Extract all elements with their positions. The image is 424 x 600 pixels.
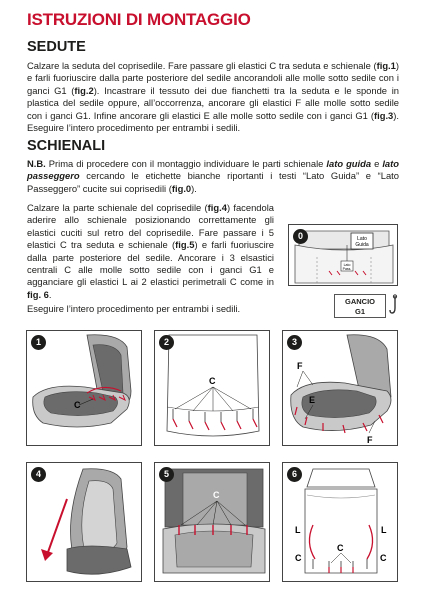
hook-legend-code: G1 [354,307,365,316]
seat-cushion-illustration [27,331,142,446]
elastic-label: C [74,400,81,410]
figure-badge: 4 [31,467,46,482]
elastic-label-l-left: L [295,525,301,535]
elastic-label-c-left: C [295,553,302,563]
seat-back-rear-illustration [283,463,398,582]
figure-2 [154,330,270,446]
figure-1 [26,330,142,446]
seat-side-anchoring-illustration [283,331,398,446]
sedute-paragraph: Calzare la seduta del coprisedile. Fare passare gli elastici C tra seduta e schienale (fig.1) e farli fuoriuscire dalla parte posteriore del sedile ancorandoli alle molle sotto sedile con i ganci G1 (fig.2). Incastrare il tessuto dei due fianchetti tra la seduta e le sponde in plastica del sedile oppure, all’occorrenza, ancorare gli elastici F alle molle sotto sedile con i ganci G1. Infine ancorare gli elastici E alle molle sotto sedile con i ganci G1 (fig.3). Eseguire l’intero procedimento per entrambi i sedili. [27,60,399,134]
elastic-label-f-bottom: F [367,435,373,445]
figure-4 [26,462,142,582]
hook-legend-title: GANCIO [345,297,375,306]
figure-badge: 6 [287,467,302,482]
hook-icon [389,294,401,316]
figure-3 [282,330,398,446]
figure-badge: 3 [287,335,302,350]
label-text-2: Guida [355,242,369,248]
schienali-paragraph: Calzare la parte schienale del coprisedile (fig.4) facendola aderire allo schienale posizionando correttamente gli elastici cuciti sul retro del coprisedile. Fare passare i 5 elastici C tra seduta e schienale (fig.5) e farli fuoriuscire dalla parte posteriore del sedile. Ancorare i 3 elsastici centrali C alle molle sotto sedile con i ganci G1 e agganciare gli elastici L ai 2 elastici perimetrali C come in fig. 6. [27,202,275,300]
elastic-label-e: E [309,395,316,405]
tag-text-1: Lato [343,263,351,267]
seat-back-hooks-illustration [155,331,270,446]
elastic-label: C [209,376,216,386]
section-heading-schienali: SCHIENALI [27,138,106,154]
label-text-1: Lato [357,236,367,242]
schienali-note: N.B. Prima di procedere con il montaggio individuare le parti schienale lato guida e lato passeggero cercando le etichette bianche riportanti i testi “Lato Guida” e “Lato Passeggero” cucite sui coprisedili (fig.0). [27,158,399,194]
figure-0 [288,224,398,286]
figure-6 [282,462,398,582]
elastic-label: C [213,490,220,500]
section-heading-sedute: SEDUTE [27,39,86,55]
elastic-label-c-right: C [380,553,387,563]
hook-legend [334,294,386,318]
elastic-label-c-center: C [337,543,344,553]
seat-elastics-illustration [155,463,270,582]
elastic-label-l-right: L [381,525,387,535]
seat-back-cover-illustration [27,463,142,582]
elastic-label-f-top: F [297,361,303,371]
closing-text: Eseguire l’intero procedimento per entrambi i sedili. [27,303,241,314]
page-title: ISTRUZIONI DI MONTAGGIO [27,10,251,29]
figure-badge: 2 [159,335,174,350]
tag-text-2: Pass. [342,267,352,271]
figure-badge: 0 [293,229,308,244]
figure-badge: 5 [159,467,174,482]
figure-badge: 1 [31,335,46,350]
figure-5 [154,462,270,582]
